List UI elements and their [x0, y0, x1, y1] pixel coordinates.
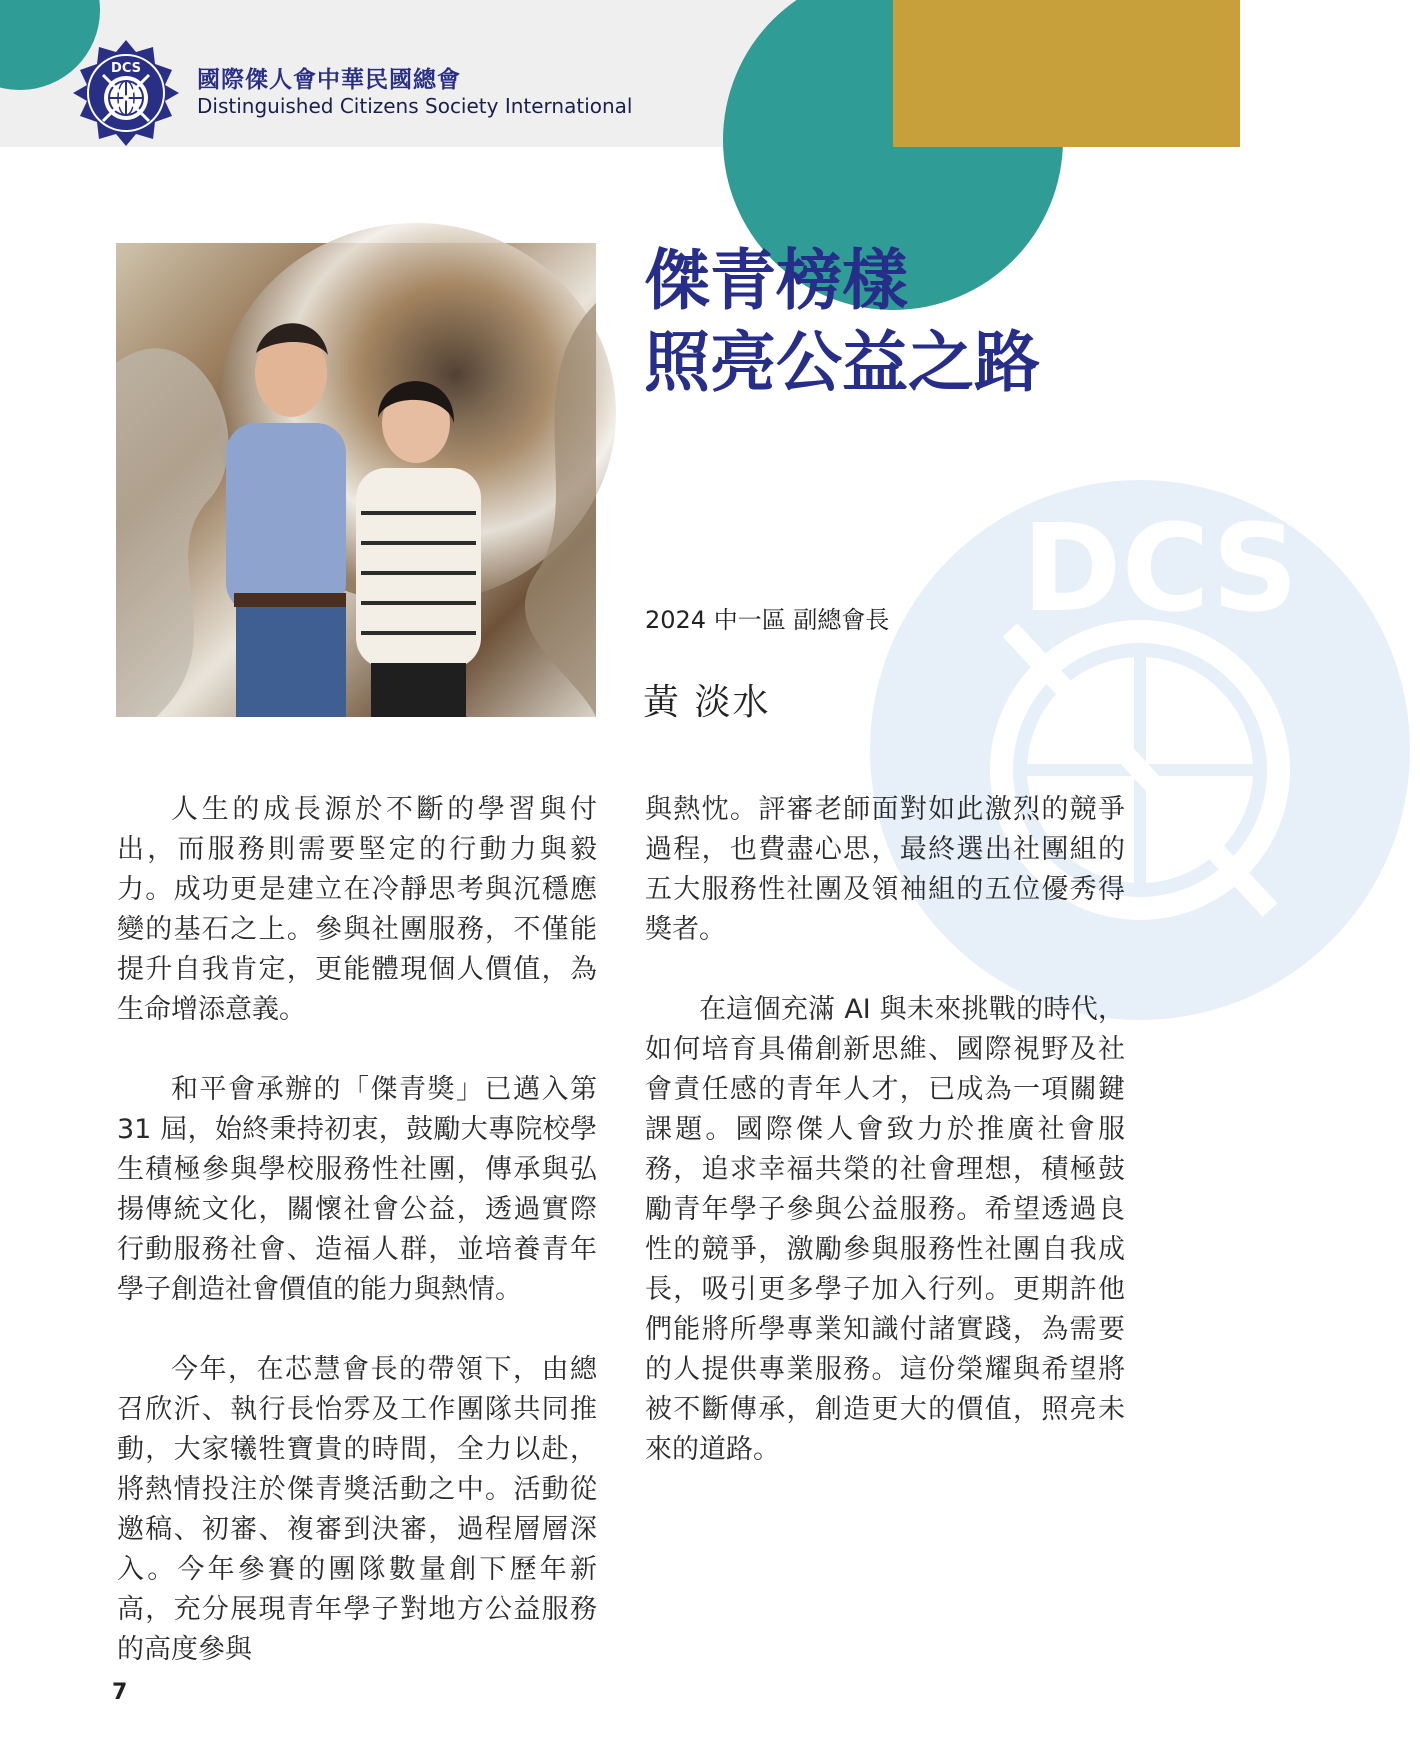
author-photo: [116, 243, 596, 717]
paragraph: 與熱忱。評審老師面對如此激烈的競爭過程，也費盡心思，最終選出社團組的五大服務性社團及領袖組的五位優秀得獎者。: [645, 794, 1125, 945]
article-title: [644, 240, 1040, 404]
org-name-chinese: 國際傑人會中華民國總會: [197, 67, 461, 93]
title-line-1: 傑青榜樣: [644, 242, 908, 319]
paragraph: 和平會承辦的「傑青獎」已邁入第 31 屆，始終秉持初衷，鼓勵大專院校學生積極參與學校服務性社團，傳承與弘揚傳統文化，關懷社會公益，透過實際行動服務社會、造福人群，並培養青年學子創造社會價值的能力與熱情。: [117, 1074, 597, 1305]
org-name-english: Distinguished Citizens Society International: [197, 94, 633, 118]
svg-text:DCS: DCS: [1021, 500, 1299, 639]
page-number: 7: [112, 1680, 128, 1705]
paragraph: 人生的成長源於不斷的學習與付出，而服務則需要堅定的行動力與毅力。成功更是建立在冷靜思考與沉穩應變的基石之上。參與社團服務，不僅能提升自我肯定，更能體現個人價值，為生命增添意義。: [117, 794, 597, 1025]
two-people-photo-icon: [116, 243, 596, 717]
gold-block-shape: [893, 0, 1240, 147]
header-band: [0, 0, 1240, 147]
paragraph: 今年，在芯慧會長的帶領下，由總召欣沂、執行長怡雰及工作團隊共同推動，大家犧牲寶貴的時間，全力以赴，將熱情投注於傑青獎活動之中。活動從邀稿、初審、複審到決審，過程層層深入。今年參賽的團隊數量創下歷年新高，充分展現青年學子對地方公益服務的高度參與: [117, 1354, 597, 1665]
body-column-left: [117, 790, 597, 1710]
dcs-logo-icon: [73, 40, 179, 146]
paragraph: 在這個充滿 AI 與未來挑戰的時代，如何培育具備創新思維、國際視野及社會責任感的青年人才，已成為一項關鍵課題。國際傑人會致力於推廣社會服務，追求幸福共榮的社會理想，積極鼓勵青年學子參與公益服務。希望透過良性的競爭，激勵參與服務性社團自我成長，吸引更多學子加入行列。更期許他們能將所學專業知識付諸實踐，為需要的人提供專業服務。這份榮耀與希望將被不斷傳承，創造更大的價值，照亮未來的道路。: [645, 994, 1125, 1465]
author-name: 黃 淡水: [643, 682, 771, 723]
author-role: 2024 中一區 副總會長: [645, 606, 890, 634]
body-column-right: [645, 790, 1125, 1510]
title-line-2: 照亮公益之路: [644, 324, 1040, 401]
logo-text: DCS: [111, 61, 141, 76]
